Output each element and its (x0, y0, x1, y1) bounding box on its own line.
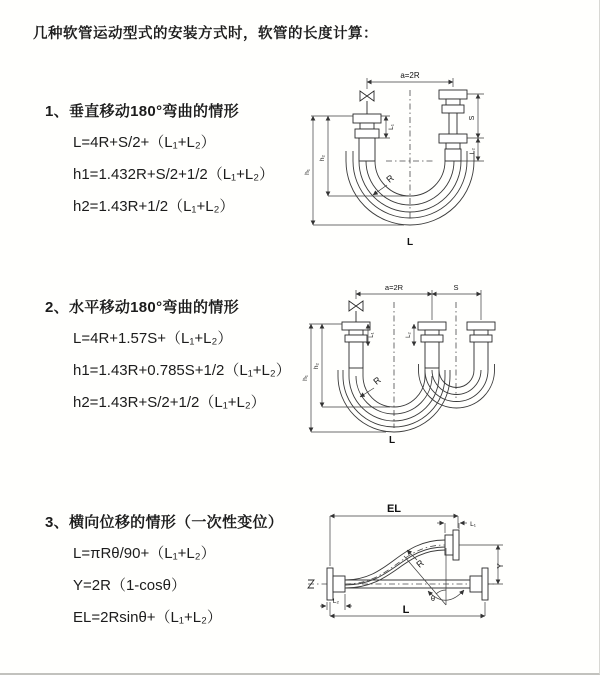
hose-u-bend-right (419, 364, 495, 408)
vertical-180-bend-diagram (302, 66, 582, 258)
s-label: S (453, 283, 459, 292)
formula-line: EL=2Rsinθ+（L₁+L₂） (73, 609, 222, 626)
h2-label: h₂ (319, 154, 326, 162)
span-dimension-label: a=2R (400, 71, 420, 80)
span-dimension (367, 71, 453, 89)
h1-label: h₁ (304, 169, 311, 175)
l1-label: L₁ (470, 521, 476, 528)
h2-label: h₂ (313, 362, 320, 370)
l1-label: L₁ (388, 124, 395, 130)
section-2 (45, 296, 291, 419)
horizontal-180-bend-diagram (302, 278, 594, 450)
formula-line: L=πRθ/90+（L₁+L₂） (73, 545, 216, 562)
h1-label: h₁ (302, 375, 309, 381)
l-dimension (330, 602, 485, 616)
l2-label: L₂ (406, 332, 412, 338)
valve-icon (360, 91, 374, 114)
span-dimensions (356, 283, 481, 320)
formula-line: h2=1.43R+S/2+1/2（L₁+L₂） (73, 394, 266, 411)
span-dimension-label: a=2R (384, 283, 404, 292)
formula-line: h1=1.43R+0.785S+1/2（L₁+L₂） (73, 362, 291, 379)
l2-label: L₂ (332, 598, 340, 605)
formula-line: Y=2R（1-cosθ） (73, 577, 186, 594)
formula-line: h1=1.432R+S/2+1/2（L₁+L₂） (73, 166, 275, 183)
length-label: L (388, 435, 396, 446)
middle-pipe-fitting (418, 322, 446, 368)
section-1 (45, 100, 274, 223)
section-1-heading: 1、垂直移动180°弯曲的情形 (45, 103, 239, 120)
length-label: L (406, 237, 414, 248)
s-dimension (461, 94, 484, 161)
formula-line: L=4R+1.57S+（L₁+L₂） (73, 330, 233, 347)
el-label: EL (386, 503, 402, 515)
y-label: Y (496, 563, 505, 569)
el-dimension (330, 503, 458, 566)
s-label: S (469, 115, 476, 121)
l1-label: L₁ (369, 332, 375, 338)
right-flange (470, 568, 488, 600)
left-flange (327, 568, 345, 600)
section-3 (45, 511, 283, 634)
page-title: 几种软管运动型式的安装方式时，软管的长度计算： (33, 26, 378, 42)
lateral-displacement-diagram (298, 498, 593, 646)
length-label: L (402, 604, 410, 616)
upper-flange (445, 530, 459, 560)
section-3-heading: 3、横向位移的情形（一次性变位） (45, 514, 284, 531)
l1-dimension (368, 324, 414, 346)
centerlines (386, 90, 434, 218)
valve-icon (349, 301, 363, 322)
section-2-heading: 2、水平移动180°弯曲的情形 (45, 299, 239, 316)
l2-label: L₂ (469, 147, 476, 155)
formula-line: h2=1.43R+1/2（L₁+L₂） (73, 198, 235, 215)
radius-label: R (384, 172, 396, 185)
radius-label: R (371, 374, 383, 387)
l2-dimension (320, 594, 352, 610)
right-pipe-fitting (467, 322, 495, 370)
hose-displaced-position (345, 540, 445, 588)
formula-line: L=4R+S/2+（L₁+L₂） (73, 134, 216, 151)
right-pipe-fitting (439, 90, 467, 161)
left-pipe-fitting (353, 114, 381, 161)
left-pipe-fitting (342, 322, 370, 368)
radius-label: R (414, 557, 426, 570)
theta-label: θ (430, 594, 436, 603)
